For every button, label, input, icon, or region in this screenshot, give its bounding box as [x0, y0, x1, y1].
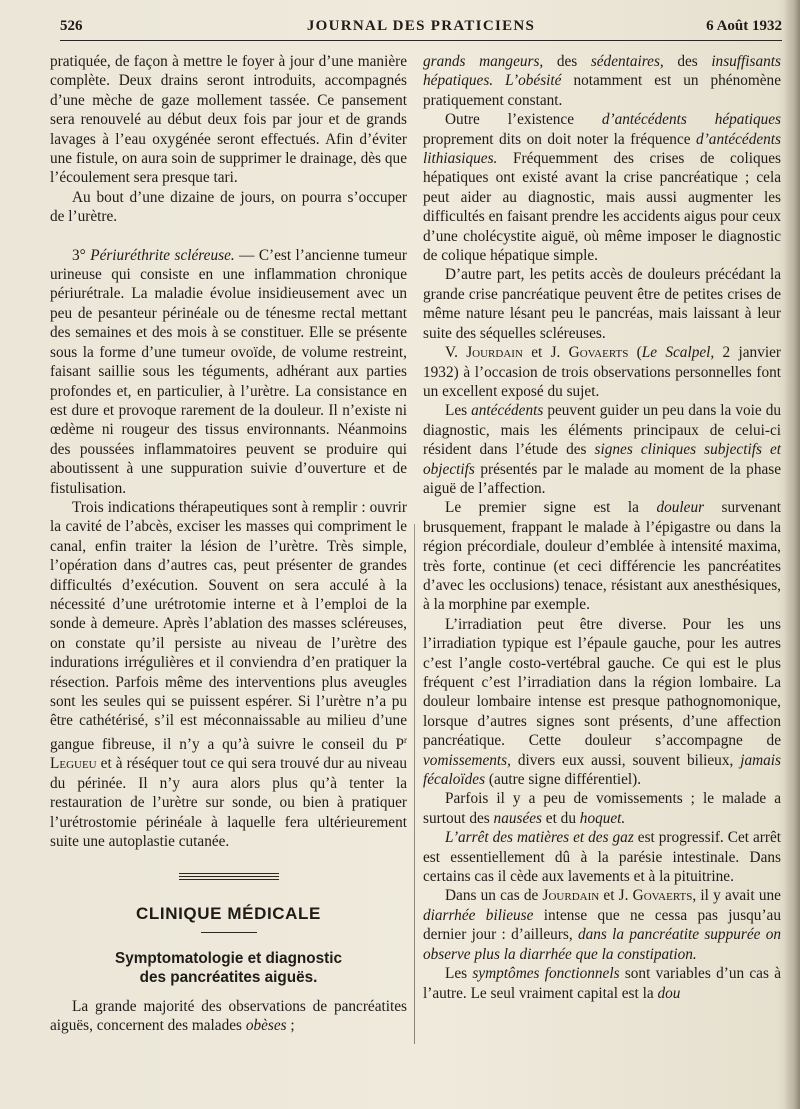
paragraph: Parfois il y a peu de vomissements ; le malade a surtout des nausées et du hoquet. [423, 790, 781, 827]
title-underline [201, 932, 257, 933]
page-number: 526 [60, 18, 83, 34]
paragraph: Les symptômes fonctionnels sont variables d’un cas à l’autre. Le seul vraiment capital est la dou [423, 965, 781, 1002]
author-name: Jourdain [466, 344, 523, 362]
paragraph: Dans un cas de Jourdain et J. Govaerts, il y avait une diarrhée bilieuse intense que ne cessa pas jusqu’au dernier jour : d’ailleurs, dans la pancréatite suppurée on observe plus la diarrhée que la constipation. [423, 887, 782, 963]
column-rule [414, 524, 415, 1044]
item-number: 3° [72, 246, 86, 264]
running-header [60, 16, 782, 41]
article-title: Symptomatologie et diagnostic des pancréatites aiguës. [115, 949, 342, 986]
author-name: Jourdain [542, 887, 600, 905]
paragraph: La grande majorité des observations de pancréatites aiguës, concernent des malades obèses ; [50, 997, 407, 1035]
left-column [50, 52, 407, 1036]
author-name: Govaerts [632, 887, 693, 905]
journal-reference: Le Scalpel, [641, 344, 715, 362]
section-title: CLINIQUE MÉDICALE [136, 904, 321, 924]
page-edge-shadow [784, 0, 800, 1109]
section-divider [179, 873, 279, 880]
author-name: Govaerts [568, 344, 629, 362]
paragraph: V. Jourdain et J. Govaerts (Le Scalpel, 2 janvier 1932) à l’occasion de trois observations personnelles font un excellent exposé du sujet. [423, 344, 781, 400]
subheading-term: Périuréthrite scléreuse. [90, 246, 235, 264]
paragraph: L’irradiation peut être diverse. Pour les uns l’irradiation typique est l’épaule gauche, pour les autres c’est l’angle costo-vertébral gauche. Ce qui est le plus fréquent c’est l’irradiation dans la région lombaire. La douleur lombaire intense est presque pathognomonique, lorsque d’autres signes sont présents, d’une affection pancréatique. Cette douleur s’accompagne de vomissements, divers eux aussi, souvent bilieux, jamais fécaloïdes (autre signe différentiel). [423, 615, 781, 789]
paragraph: L’arrêt des matières et des gaz est progressif. Cet arrêt est essentiellement dû à la parésie intestinale. Dans certains cas il cède aux lavements et à la pituitrine. [423, 829, 782, 886]
paragraph: Les antécédents peuvent guider un peu dans la voie du diagnostic, mais les éléments principaux de celui-ci résident dans l’étude des signes cliniques subjectifs et objectifs présentés par le malade au moment de la phase aiguë de l’affection. [423, 402, 781, 497]
paragraph: Le premier signe est la douleur survenant brusquement, frappant le malade à l’épigastre ou dans la région précordiale, douleur d’emblée à intensité maxima, très forte, continue (et ceci différencie les pancréatites d’avec les occlusions) tenace, résistant aux anesthésiques, à la morphine par exemple. [423, 499, 782, 614]
right-column [423, 52, 781, 1003]
paragraph: pratiquée, de façon à mettre le foyer à jour d’une manière complète. Deux drains seront introduits, accompagnés d’une mèche de gaze mollement tassée. Ce pansement sera renouvelé au début deux fois par jour et de grands lavages à l’eau oxygénée seront effectués. Afin d’éviter une fistule, on aura soin de supprimer le drainage, dès que l’écoulement sera presque tari. [50, 53, 407, 187]
paragraph: 3° Périuréthrite scléreuse. — C’est l’ancienne tumeur urineuse qui consiste en une inflammation chronique périurétrale. La maladie évolue insidieusement avec un peu de pesanteur périnéale ou de ténesme rectal mettant des semaines et des mois à se constituer. Elle se présente sous la forme d’une tumeur ovoïde, de volume restreint, faisant saillie sous les téguments, adhérant aux parties profondes et, en particulier, à l’urètre. La consistance en est dure et provoque rarement de la douleur. Il n’existe ni œdème ni rougeur des tissus environnants. Néanmoins des poussées inflammatoires peuvent se produire qui aboutissent à une suppuration suivie d’ouverture et de fistulisation. [50, 246, 407, 497]
paragraph: Au bout d’une dizaine de jours, on pourra s’occuper de l’urètre. [50, 188, 407, 226]
paragraph: Outre l’existence d’antécédents hépatiques proprement dits on doit noter la fréquence d’antécédents lithiasiques. Fréquemment des crises de coliques hépatiques ont existé avant la crise pancréatique ; cela peut aider au diagnostic, mais aussi augmenter les difficultés en faisant prendre les accidents aigus pour ceux d’une cholécystite aiguë, où même imposer le diagnostic de colique hépatique simple. [423, 111, 781, 265]
paragraph: Trois indications thérapeutiques sont à remplir : ouvrir la cavité de l’abcès, exciser les masses qui compriment le canal, enfin traiter la lésion de l’urètre. Très simple, l’opération dans d’autres cas, peut présenter de grandes difficultés d’exécution. Souvent on sera acculé à la nécessité d’une urétrotomie interne et à l’emploi de la sonde à demeure. Après l’ablation des masses scléreuses, on constate qu’il persiste au niveau de l’urètre des indurations irrégulières et il conviendra d’en pratiquer la résection. Parfois même des interventions plus aveugles sont les seules qui se puissent espérer. Si l’urètre n’a pu être cathétérisé, s’il est méconnaissable au milieu d’une gangue fibreuse, il n’y a qu’à suivre le conseil du $P^r$ Legueu et à réséquer tout ce qui sera trouvé dur au niveau du périnée. Il n’y aura alors plus qu’à tenter la restauration de l’urètre sur sonde, ou bien à pratiquer l’urétrostomie périnéale à laquelle fera ultérieurement suite une autoplastie cutanée. [50, 498, 407, 850]
paragraph: grands mangeurs, des sédentaires, des insuffisants hépatiques. L’obésité notamment est un phénomène pratiquement constant. [423, 53, 782, 109]
journal-title: JOURNAL DES PRATICIENS [306, 18, 536, 34]
paragraph: D’autre part, les petits accès de douleurs précédant la grande crise pancréatique peuvent être de petites crises de même nature lésant peu le pancréas, mais laissant à leur suite des séquelles scléreuses. [423, 266, 781, 342]
author-name: Legueu [50, 755, 97, 773]
issue-date: 6 Août 1932 [706, 18, 782, 34]
